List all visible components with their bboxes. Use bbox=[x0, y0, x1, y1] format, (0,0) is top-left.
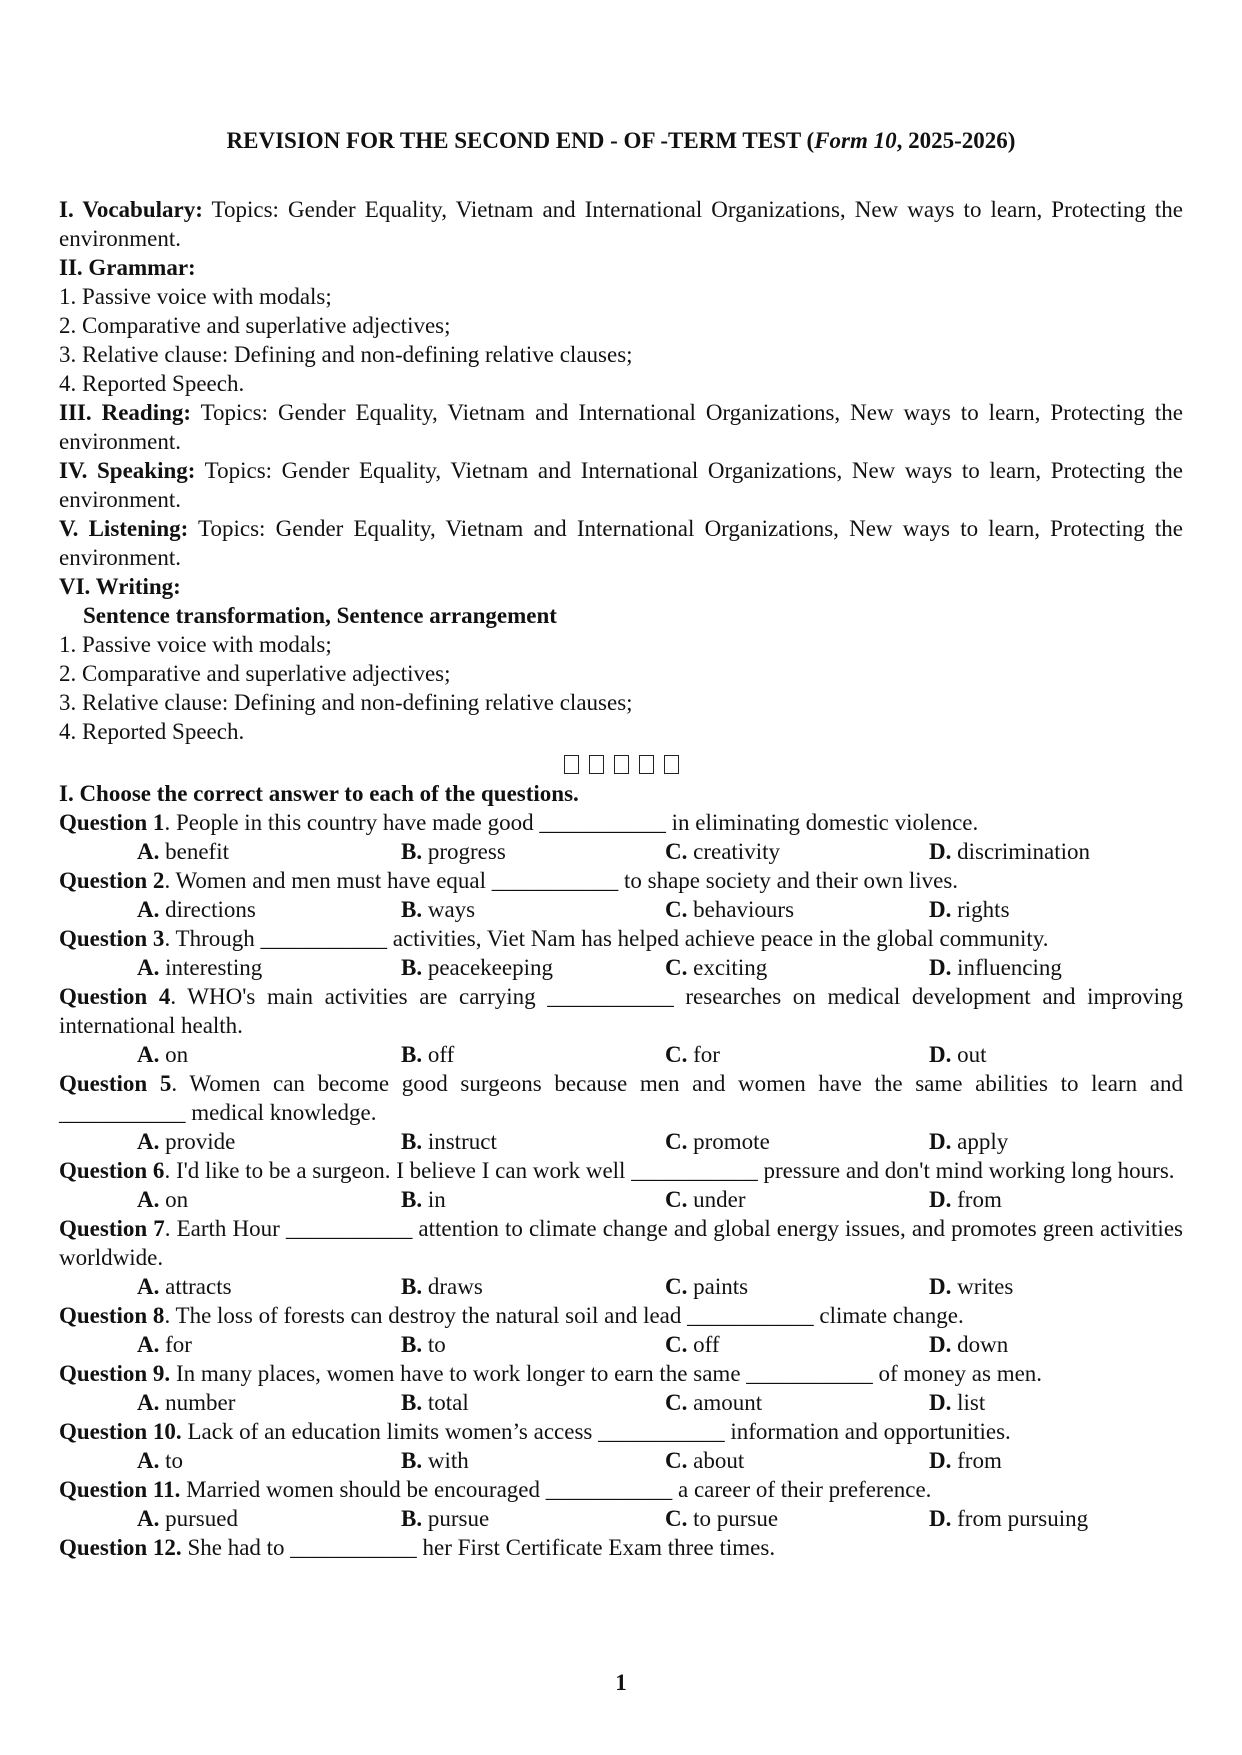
section-label: IV. Speaking: bbox=[59, 458, 196, 483]
option-text: on bbox=[159, 1042, 189, 1067]
section-label: VI. Writing: bbox=[59, 574, 181, 599]
option-letter: D. bbox=[929, 1042, 952, 1067]
option-letter: B. bbox=[401, 955, 423, 980]
answer-option bbox=[665, 1185, 929, 1214]
answer-option bbox=[401, 1446, 665, 1475]
answer-option bbox=[137, 837, 401, 866]
option-letter: B. bbox=[401, 1274, 423, 1299]
missing-glyph-icon bbox=[589, 755, 604, 774]
answer-option bbox=[665, 1388, 929, 1417]
option-text: to bbox=[422, 1332, 446, 1357]
question-stem bbox=[59, 982, 1189, 1040]
answer-option bbox=[929, 1040, 1193, 1069]
answer-option bbox=[929, 1446, 1193, 1475]
answer-option bbox=[401, 1272, 665, 1301]
question-text: Married women should be encouraged ___________ a career of their preference. bbox=[180, 1477, 932, 1502]
writing-item: 2. Comparative and superlative adjectives; bbox=[59, 661, 451, 686]
question-text: Lack of an education limits women’s access ___________ information and opportunities. bbox=[181, 1419, 1011, 1444]
answer-options bbox=[59, 1040, 1183, 1069]
answer-option bbox=[665, 1272, 929, 1301]
question-label: Question 8 bbox=[59, 1303, 165, 1328]
option-letter: A. bbox=[137, 1506, 160, 1531]
option-text: amount bbox=[687, 1390, 763, 1415]
option-letter: D. bbox=[929, 1390, 952, 1415]
question-text: . I'd like to be a surgeon. I believe I can work well ___________ pressure and don't mind working long hours. bbox=[164, 1158, 1175, 1183]
option-text: influencing bbox=[951, 955, 1062, 980]
answer-option bbox=[401, 1330, 665, 1359]
option-letter: C. bbox=[665, 955, 688, 980]
option-text: behaviours bbox=[687, 897, 795, 922]
option-letter: B. bbox=[401, 1506, 423, 1531]
option-letter: C. bbox=[665, 1274, 688, 1299]
question-text: She had to ___________ her First Certificate Exam three times. bbox=[181, 1535, 776, 1560]
question-label: Question 12. bbox=[59, 1535, 182, 1560]
missing-glyph-icon bbox=[664, 755, 679, 774]
option-text: progress bbox=[422, 839, 506, 864]
answer-option bbox=[401, 895, 665, 924]
question-label: Question 3 bbox=[59, 926, 165, 951]
option-letter: C. bbox=[665, 1448, 688, 1473]
answer-options bbox=[59, 1330, 1183, 1359]
option-letter: D. bbox=[929, 1332, 952, 1357]
option-text: total bbox=[422, 1390, 469, 1415]
option-text: from bbox=[951, 1187, 1002, 1212]
section-line bbox=[59, 514, 1189, 572]
answer-option bbox=[929, 837, 1193, 866]
section-line bbox=[59, 311, 1183, 340]
option-letter: B. bbox=[401, 1390, 423, 1415]
answer-option bbox=[665, 1330, 929, 1359]
option-letter: A. bbox=[137, 1042, 160, 1067]
section-text: 4. Reported Speech. bbox=[59, 371, 245, 396]
answer-option bbox=[401, 1127, 665, 1156]
answer-option bbox=[137, 1388, 401, 1417]
answer-options bbox=[59, 1185, 1183, 1214]
answer-options bbox=[59, 1388, 1183, 1417]
option-text: benefit bbox=[159, 839, 229, 864]
option-letter: D. bbox=[929, 1506, 952, 1531]
section-text: 2. Comparative and superlative adjectives; bbox=[59, 313, 451, 338]
title-year: , 2025-2026) bbox=[896, 128, 1016, 153]
answer-option bbox=[929, 895, 1193, 924]
option-text: off bbox=[422, 1042, 455, 1067]
option-letter: C. bbox=[665, 1506, 688, 1531]
missing-glyph-icon bbox=[639, 755, 654, 774]
option-letter: B. bbox=[401, 897, 423, 922]
option-letter: C. bbox=[665, 1390, 688, 1415]
question-label: Question 9. bbox=[59, 1361, 171, 1386]
answer-option bbox=[665, 1446, 929, 1475]
section-line bbox=[59, 572, 1183, 601]
answer-option bbox=[137, 1185, 401, 1214]
option-text: creativity bbox=[687, 839, 780, 864]
option-letter: D. bbox=[929, 839, 952, 864]
question-stem bbox=[59, 924, 1183, 953]
section-label: V. Listening: bbox=[59, 516, 189, 541]
option-letter: C. bbox=[665, 897, 688, 922]
question-stem bbox=[59, 808, 1183, 837]
section-label: II. Grammar: bbox=[59, 255, 196, 280]
answer-option bbox=[929, 953, 1193, 982]
answer-option bbox=[137, 1446, 401, 1475]
section-text: Topics: Gender Equality, Vietnam and International Organizations, New ways to learn, Protecting the environment. bbox=[59, 516, 1189, 570]
option-text: to bbox=[159, 1448, 184, 1473]
question-text: . Women can become good surgeons because men and women have the same abilities to learn and ___________ medical knowledge. bbox=[59, 1071, 1189, 1125]
answer-option bbox=[401, 1185, 665, 1214]
answer-options bbox=[59, 837, 1183, 866]
question-label: Question 5 bbox=[59, 1071, 172, 1096]
question-stem bbox=[59, 1069, 1189, 1127]
option-text: directions bbox=[159, 897, 256, 922]
option-text: from pursuing bbox=[951, 1506, 1089, 1531]
option-text: paints bbox=[687, 1274, 749, 1299]
answer-option bbox=[401, 1504, 665, 1533]
question-label: Question 4 bbox=[59, 984, 171, 1009]
option-letter: A. bbox=[137, 1274, 160, 1299]
answer-option bbox=[137, 1040, 401, 1069]
question-stem bbox=[59, 1359, 1183, 1388]
option-letter: B. bbox=[401, 1448, 423, 1473]
question-text: . Women and men must have equal ___________ to shape society and their own lives. bbox=[164, 868, 959, 893]
option-text: attracts bbox=[159, 1274, 232, 1299]
option-text: out bbox=[951, 1042, 987, 1067]
answer-option bbox=[929, 1388, 1193, 1417]
option-text: draws bbox=[422, 1274, 483, 1299]
answer-options bbox=[59, 1272, 1183, 1301]
option-text: list bbox=[951, 1390, 986, 1415]
option-text: for bbox=[159, 1332, 192, 1357]
option-text: promote bbox=[687, 1129, 770, 1154]
section-text: 3. Relative clause: Defining and non-defining relative clauses; bbox=[59, 342, 633, 367]
answer-option bbox=[401, 837, 665, 866]
writing-subheading: Sentence transformation, Sentence arrangement bbox=[83, 603, 557, 628]
option-letter: D. bbox=[929, 897, 952, 922]
answer-option bbox=[401, 953, 665, 982]
answer-option bbox=[929, 1504, 1193, 1533]
writing-item: 1. Passive voice with modals; bbox=[59, 632, 332, 657]
answer-option bbox=[665, 1127, 929, 1156]
option-letter: C. bbox=[665, 839, 688, 864]
option-text: interesting bbox=[159, 955, 263, 980]
section-line bbox=[59, 398, 1189, 456]
option-text: number bbox=[159, 1390, 236, 1415]
question-stem bbox=[59, 1533, 1183, 1562]
question-stem bbox=[59, 866, 1183, 895]
question-label: Question 11. bbox=[59, 1477, 181, 1502]
option-text: for bbox=[687, 1042, 720, 1067]
option-text: pursue bbox=[422, 1506, 490, 1531]
option-letter: D. bbox=[929, 955, 952, 980]
option-letter: D. bbox=[929, 1187, 952, 1212]
option-text: exciting bbox=[687, 955, 768, 980]
option-letter: B. bbox=[401, 839, 423, 864]
option-text: from bbox=[951, 1448, 1002, 1473]
answer-option bbox=[929, 1127, 1193, 1156]
option-text: about bbox=[687, 1448, 745, 1473]
option-text: provide bbox=[159, 1129, 236, 1154]
option-letter: A. bbox=[137, 1332, 160, 1357]
option-text: apply bbox=[951, 1129, 1009, 1154]
option-text: in bbox=[422, 1187, 446, 1212]
option-text: instruct bbox=[422, 1129, 497, 1154]
option-letter: A. bbox=[137, 1390, 160, 1415]
answer-option bbox=[401, 1388, 665, 1417]
section-line bbox=[59, 282, 1183, 311]
section-label: I. Vocabulary: bbox=[59, 197, 203, 222]
question-stem bbox=[59, 1156, 1183, 1185]
section-line bbox=[59, 340, 1183, 369]
page-title bbox=[0, 128, 1242, 154]
answer-option bbox=[137, 953, 401, 982]
exercise-heading: I. Choose the correct answer to each of the questions. bbox=[59, 781, 579, 806]
answer-options bbox=[59, 953, 1183, 982]
option-text: writes bbox=[951, 1274, 1014, 1299]
section-line bbox=[59, 456, 1189, 514]
question-stem bbox=[59, 1475, 1183, 1504]
section-line bbox=[59, 253, 1183, 282]
answer-option bbox=[665, 953, 929, 982]
section-label: III. Reading: bbox=[59, 400, 192, 425]
option-letter: A. bbox=[137, 1448, 160, 1473]
answer-options bbox=[59, 1504, 1183, 1533]
option-letter: B. bbox=[401, 1042, 423, 1067]
answer-option bbox=[665, 1504, 929, 1533]
answer-options bbox=[59, 1127, 1183, 1156]
question-text: . The loss of forests can destroy the natural soil and lead ___________ climate change. bbox=[164, 1303, 964, 1328]
option-letter: A. bbox=[137, 839, 160, 864]
answer-options bbox=[59, 1446, 1183, 1475]
option-letter: C. bbox=[665, 1042, 688, 1067]
section-line bbox=[59, 195, 1189, 253]
option-letter: B. bbox=[401, 1187, 423, 1212]
answer-option bbox=[665, 837, 929, 866]
question-label: Question 10. bbox=[59, 1419, 182, 1444]
answer-option bbox=[401, 1040, 665, 1069]
option-letter: C. bbox=[665, 1129, 688, 1154]
section-text: Topics: Gender Equality, Vietnam and International Organizations, New ways to learn, Protecting the environment. bbox=[59, 458, 1189, 512]
section-text: 1. Passive voice with modals; bbox=[59, 284, 332, 309]
answer-option bbox=[137, 1330, 401, 1359]
option-letter: D. bbox=[929, 1274, 952, 1299]
option-letter: B. bbox=[401, 1332, 423, 1357]
question-text: . Through ___________ activities, Viet Nam has helped achieve peace in the global community. bbox=[164, 926, 1049, 951]
question-label: Question 1 bbox=[59, 810, 165, 835]
option-text: rights bbox=[951, 897, 1010, 922]
section-text: Topics: Gender Equality, Vietnam and International Organizations, New ways to learn, Protecting the environment. bbox=[59, 197, 1189, 251]
option-letter: D. bbox=[929, 1129, 952, 1154]
option-text: on bbox=[159, 1187, 189, 1212]
option-text: peacekeeping bbox=[422, 955, 553, 980]
missing-glyph-icon bbox=[564, 755, 579, 774]
question-text: . WHO's main activities are carrying ___________ researches on medical development and improving international health. bbox=[59, 984, 1189, 1038]
question-text: . People in this country have made good ___________ in eliminating domestic violence. bbox=[164, 810, 979, 835]
option-letter: C. bbox=[665, 1187, 688, 1212]
answer-option bbox=[929, 1330, 1193, 1359]
writing-item: 4. Reported Speech. bbox=[59, 719, 245, 744]
answer-option bbox=[665, 1040, 929, 1069]
writing-item: 3. Relative clause: Defining and non-defining relative clauses; bbox=[59, 690, 633, 715]
answer-option bbox=[137, 1127, 401, 1156]
option-text: to pursue bbox=[687, 1506, 779, 1531]
missing-glyph-icon bbox=[614, 755, 629, 774]
section-text: Topics: Gender Equality, Vietnam and International Organizations, New ways to learn, Protecting the environment. bbox=[59, 400, 1189, 454]
answer-option bbox=[137, 1504, 401, 1533]
option-text: discrimination bbox=[951, 839, 1090, 864]
option-letter: C. bbox=[665, 1332, 688, 1357]
answer-option bbox=[929, 1185, 1193, 1214]
title-main: REVISION FOR THE SECOND END - OF -TERM TEST ( bbox=[226, 128, 815, 153]
answer-option bbox=[929, 1272, 1193, 1301]
question-label: Question 6 bbox=[59, 1158, 165, 1183]
option-letter: D. bbox=[929, 1448, 952, 1473]
option-text: off bbox=[687, 1332, 720, 1357]
option-text: under bbox=[687, 1187, 746, 1212]
answer-options bbox=[59, 895, 1183, 924]
answer-option bbox=[137, 1272, 401, 1301]
question-stem bbox=[59, 1214, 1189, 1272]
question-stem bbox=[59, 1301, 1183, 1330]
option-letter: A. bbox=[137, 1187, 160, 1212]
question-stem bbox=[59, 1417, 1183, 1446]
answer-option bbox=[137, 895, 401, 924]
separator-glyphs bbox=[59, 748, 1183, 777]
page-number: 1 bbox=[615, 1670, 627, 1695]
question-label: Question 7 bbox=[59, 1216, 165, 1241]
option-letter: A. bbox=[137, 1129, 160, 1154]
section-line bbox=[59, 369, 1183, 398]
title-form: Form 10 bbox=[814, 128, 897, 153]
option-letter: A. bbox=[137, 955, 160, 980]
option-text: down bbox=[951, 1332, 1009, 1357]
option-text: with bbox=[422, 1448, 469, 1473]
question-label: Question 2 bbox=[59, 868, 165, 893]
option-text: pursued bbox=[159, 1506, 238, 1531]
document-content bbox=[59, 195, 1189, 1562]
question-text: . Earth Hour ___________ attention to climate change and global energy issues, and promotes green activities worldwide. bbox=[59, 1216, 1189, 1270]
question-text: In many places, women have to work longer to earn the same ___________ of money as men. bbox=[170, 1361, 1043, 1386]
option-letter: B. bbox=[401, 1129, 423, 1154]
option-text: ways bbox=[422, 897, 476, 922]
option-letter: A. bbox=[137, 897, 160, 922]
answer-option bbox=[665, 895, 929, 924]
